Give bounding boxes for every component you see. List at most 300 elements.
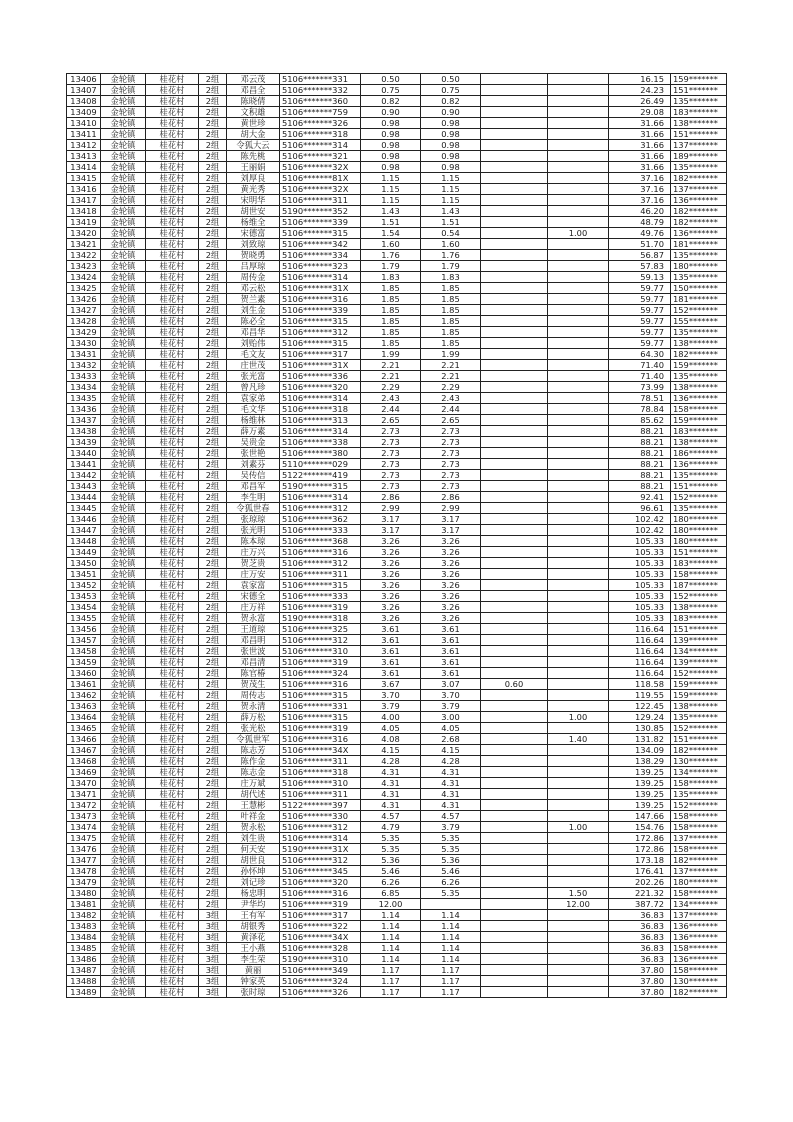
- cell-town: 金轮镇: [101, 844, 146, 855]
- cell-amount: 118.58: [609, 679, 671, 690]
- cell-record-id: 13481: [67, 899, 101, 910]
- cell-phone: 182*******: [671, 206, 727, 217]
- cell-area-total: 6.26: [361, 877, 421, 888]
- cell-id-card: 5106*******336: [280, 371, 361, 382]
- cell-area-a: 5.36: [421, 855, 481, 866]
- table-row: [67, 217, 727, 228]
- cell-village: 桂花村: [146, 602, 199, 613]
- cell-town: 金轮镇: [101, 162, 146, 173]
- cell-area-total: 1.85: [361, 294, 421, 305]
- cell-area-a: 4.15: [421, 745, 481, 756]
- cell-record-id: 13419: [67, 217, 101, 228]
- cell-phone: 136*******: [671, 228, 727, 239]
- cell-area-b: [481, 899, 548, 910]
- cell-amount: 36.83: [609, 910, 671, 921]
- cell-area-total: 1.15: [361, 173, 421, 184]
- cell-id-card: 5106*******325: [280, 624, 361, 635]
- table-row: [67, 503, 727, 514]
- cell-id-card: 5106*******316: [280, 734, 361, 745]
- cell-group: 2组: [199, 833, 227, 844]
- cell-town: 金轮镇: [101, 580, 146, 591]
- cell-amount: 31.66: [609, 151, 671, 162]
- cell-area-b: [481, 492, 548, 503]
- cell-name: 邓昌军: [227, 481, 280, 492]
- cell-area-a: 3.61: [421, 635, 481, 646]
- cell-village: 桂花村: [146, 822, 199, 833]
- cell-area-c: [548, 415, 609, 426]
- cell-record-id: 13430: [67, 338, 101, 349]
- table-row: [67, 173, 727, 184]
- cell-record-id: 13463: [67, 701, 101, 712]
- cell-amount: 49.76: [609, 228, 671, 239]
- cell-village: 桂花村: [146, 437, 199, 448]
- cell-name: 宋德富: [227, 228, 280, 239]
- cell-id-card: 5190*******31X: [280, 844, 361, 855]
- cell-id-card: 5106*******319: [280, 657, 361, 668]
- cell-village: 桂花村: [146, 899, 199, 910]
- cell-area-total: 3.26: [361, 602, 421, 613]
- cell-village: 桂花村: [146, 426, 199, 437]
- cell-area-b: [481, 624, 548, 635]
- cell-phone: 135*******: [671, 96, 727, 107]
- cell-area-b: [481, 470, 548, 481]
- cell-name: 王慧彬: [227, 800, 280, 811]
- cell-name: 文积雄: [227, 107, 280, 118]
- cell-area-b: [481, 734, 548, 745]
- cell-area-b: [481, 822, 548, 833]
- cell-area-a: 3.61: [421, 657, 481, 668]
- cell-group: 2组: [199, 789, 227, 800]
- cell-phone: 152*******: [671, 800, 727, 811]
- cell-record-id: 13444: [67, 492, 101, 503]
- cell-area-total: 5.46: [361, 866, 421, 877]
- cell-town: 金轮镇: [101, 723, 146, 734]
- table-row: [67, 140, 727, 151]
- table-row: [67, 965, 727, 976]
- cell-id-card: 5106*******310: [280, 646, 361, 657]
- cell-amount: 105.33: [609, 536, 671, 547]
- cell-phone: 180*******: [671, 536, 727, 547]
- cell-area-c: [548, 558, 609, 569]
- cell-name: 庄万斌: [227, 778, 280, 789]
- cell-area-c: [548, 976, 609, 987]
- table-row: [67, 151, 727, 162]
- cell-area-c: [548, 657, 609, 668]
- cell-amount: 134.09: [609, 745, 671, 756]
- cell-amount: 139.25: [609, 767, 671, 778]
- cell-village: 桂花村: [146, 591, 199, 602]
- cell-town: 金轮镇: [101, 602, 146, 613]
- cell-phone: 182*******: [671, 855, 727, 866]
- cell-area-total: 0.98: [361, 140, 421, 151]
- cell-town: 金轮镇: [101, 690, 146, 701]
- cell-phone: 151*******: [671, 85, 727, 96]
- cell-town: 金轮镇: [101, 734, 146, 745]
- table-row: [67, 162, 727, 173]
- cell-name: 陈志芳: [227, 745, 280, 756]
- cell-village: 桂花村: [146, 173, 199, 184]
- cell-group: 2组: [199, 800, 227, 811]
- cell-area-c: [548, 272, 609, 283]
- cell-name: 庄万兴: [227, 547, 280, 558]
- cell-area-b: [481, 888, 548, 899]
- cell-phone: 182*******: [671, 745, 727, 756]
- cell-area-a: 2.73: [421, 470, 481, 481]
- cell-area-c: [548, 470, 609, 481]
- cell-town: 金轮镇: [101, 822, 146, 833]
- table-row: [67, 888, 727, 899]
- cell-group: 2组: [199, 140, 227, 151]
- cell-area-a: 2.73: [421, 459, 481, 470]
- cell-village: 桂花村: [146, 74, 199, 85]
- cell-id-card: 5190*******352: [280, 206, 361, 217]
- cell-area-a: 2.65: [421, 415, 481, 426]
- cell-area-total: 2.73: [361, 470, 421, 481]
- cell-area-c: [548, 921, 609, 932]
- cell-amount: 105.33: [609, 602, 671, 613]
- cell-group: 2组: [199, 657, 227, 668]
- cell-group: 2组: [199, 503, 227, 514]
- cell-record-id: 13423: [67, 261, 101, 272]
- cell-area-c: [548, 591, 609, 602]
- cell-area-c: [548, 184, 609, 195]
- cell-area-a: 3.00: [421, 712, 481, 723]
- cell-id-card: 5106*******317: [280, 349, 361, 360]
- table-row: [67, 492, 727, 503]
- cell-amount: 36.83: [609, 932, 671, 943]
- cell-town: 金轮镇: [101, 943, 146, 954]
- cell-name: 胡世良: [227, 855, 280, 866]
- cell-area-a: 5.46: [421, 866, 481, 877]
- cell-village: 桂花村: [146, 613, 199, 624]
- cell-village: 桂花村: [146, 965, 199, 976]
- cell-area-b: [481, 382, 548, 393]
- cell-area-total: 3.61: [361, 668, 421, 679]
- cell-village: 桂花村: [146, 272, 199, 283]
- cell-id-card: 5106*******311: [280, 195, 361, 206]
- cell-name: 张光富: [227, 371, 280, 382]
- table-row: [67, 536, 727, 547]
- cell-name: 贺芝贵: [227, 558, 280, 569]
- cell-group: 2组: [199, 250, 227, 261]
- cell-area-b: [481, 305, 548, 316]
- cell-amount: 147.66: [609, 811, 671, 822]
- cell-area-c: 1.50: [548, 888, 609, 899]
- cell-name: 贺茂生: [227, 679, 280, 690]
- cell-record-id: 13474: [67, 822, 101, 833]
- cell-area-a: 3.26: [421, 613, 481, 624]
- cell-phone: 137*******: [671, 833, 727, 844]
- cell-amount: 122.45: [609, 701, 671, 712]
- cell-phone: 138*******: [671, 437, 727, 448]
- cell-group: 2组: [199, 745, 227, 756]
- table-row: [67, 404, 727, 415]
- cell-id-card: 5106*******314: [280, 140, 361, 151]
- cell-town: 金轮镇: [101, 239, 146, 250]
- cell-id-card: 5106*******322: [280, 921, 361, 932]
- cell-group: 2组: [199, 569, 227, 580]
- cell-area-total: 4.05: [361, 723, 421, 734]
- cell-id-card: 5106*******31X: [280, 283, 361, 294]
- cell-phone: 181*******: [671, 239, 727, 250]
- cell-phone: 158*******: [671, 822, 727, 833]
- cell-id-card: 5106*******317: [280, 910, 361, 921]
- cell-area-a: 1.15: [421, 173, 481, 184]
- cell-town: 金轮镇: [101, 646, 146, 657]
- cell-record-id: 13407: [67, 85, 101, 96]
- cell-group: 2组: [199, 668, 227, 679]
- cell-group: 2组: [199, 481, 227, 492]
- cell-record-id: 13437: [67, 415, 101, 426]
- cell-area-total: 1.17: [361, 987, 421, 998]
- table-row: [67, 481, 727, 492]
- table-row: [67, 657, 727, 668]
- cell-amount: 59.13: [609, 272, 671, 283]
- cell-area-b: [481, 85, 548, 96]
- cell-name: 张琼琼: [227, 514, 280, 525]
- cell-amount: 78.51: [609, 393, 671, 404]
- table-row: [67, 910, 727, 921]
- cell-phone: 138*******: [671, 118, 727, 129]
- cell-area-total: 1.85: [361, 283, 421, 294]
- cell-group: 2组: [199, 404, 227, 415]
- cell-village: 桂花村: [146, 558, 199, 569]
- cell-area-b: [481, 206, 548, 217]
- cell-phone: 135*******: [671, 250, 727, 261]
- cell-village: 桂花村: [146, 294, 199, 305]
- cell-town: 金轮镇: [101, 305, 146, 316]
- cell-area-c: [548, 767, 609, 778]
- cell-name: 曾凡珍: [227, 382, 280, 393]
- cell-area-b: [481, 525, 548, 536]
- cell-record-id: 13452: [67, 580, 101, 591]
- cell-area-b: [481, 195, 548, 206]
- cell-area-c: [548, 305, 609, 316]
- cell-area-a: 0.98: [421, 162, 481, 173]
- cell-group: 2组: [199, 184, 227, 195]
- cell-area-c: [548, 580, 609, 591]
- cell-id-card: 5106*******31X: [280, 360, 361, 371]
- cell-area-b: [481, 514, 548, 525]
- cell-area-a: 1.17: [421, 987, 481, 998]
- cell-amount: 119.55: [609, 690, 671, 701]
- cell-area-a: 1.85: [421, 294, 481, 305]
- cell-village: 桂花村: [146, 789, 199, 800]
- cell-town: 金轮镇: [101, 767, 146, 778]
- cell-amount: 36.83: [609, 921, 671, 932]
- cell-record-id: 13484: [67, 932, 101, 943]
- cell-name: 令狐世春: [227, 503, 280, 514]
- table-row: [67, 679, 727, 690]
- table-row: [67, 580, 727, 591]
- cell-amount: 221.32: [609, 888, 671, 899]
- cell-area-a: 3.26: [421, 580, 481, 591]
- cell-record-id: 13480: [67, 888, 101, 899]
- cell-amount: 116.64: [609, 624, 671, 635]
- cell-phone: 135*******: [671, 371, 727, 382]
- cell-id-card: 5122*******397: [280, 800, 361, 811]
- cell-area-c: [548, 965, 609, 976]
- cell-id-card: 5106*******316: [280, 888, 361, 899]
- cell-area-a: 4.28: [421, 756, 481, 767]
- cell-town: 金轮镇: [101, 547, 146, 558]
- cell-phone: 134*******: [671, 899, 727, 910]
- cell-record-id: 13432: [67, 360, 101, 371]
- cell-area-b: [481, 976, 548, 987]
- cell-town: 金轮镇: [101, 206, 146, 217]
- cell-village: 桂花村: [146, 712, 199, 723]
- table-row: [67, 899, 727, 910]
- table-row: [67, 129, 727, 140]
- cell-area-a: 2.21: [421, 371, 481, 382]
- cell-area-c: [548, 371, 609, 382]
- cell-phone: 136*******: [671, 459, 727, 470]
- cell-group: 2组: [199, 580, 227, 591]
- cell-area-total: 0.98: [361, 162, 421, 173]
- cell-group: 2组: [199, 767, 227, 778]
- cell-area-a: 2.21: [421, 360, 481, 371]
- cell-village: 桂花村: [146, 624, 199, 635]
- cell-id-card: 5106*******315: [280, 690, 361, 701]
- cell-village: 桂花村: [146, 734, 199, 745]
- cell-area-a: 2.73: [421, 426, 481, 437]
- cell-id-card: 5106*******315: [280, 228, 361, 239]
- cell-name: 陈先桃: [227, 151, 280, 162]
- cell-area-b: [481, 283, 548, 294]
- cell-phone: 130*******: [671, 976, 727, 987]
- cell-id-card: 5106*******318: [280, 767, 361, 778]
- cell-record-id: 13464: [67, 712, 101, 723]
- cell-group: 2组: [199, 360, 227, 371]
- cell-area-c: [548, 932, 609, 943]
- cell-record-id: 13434: [67, 382, 101, 393]
- cell-area-total: 0.90: [361, 107, 421, 118]
- cell-group: 3组: [199, 921, 227, 932]
- cell-id-card: 5106*******315: [280, 580, 361, 591]
- cell-area-total: 4.28: [361, 756, 421, 767]
- cell-group: 2组: [199, 294, 227, 305]
- cell-area-a: 0.98: [421, 140, 481, 151]
- cell-group: 2组: [199, 822, 227, 833]
- cell-name: 邓昌明: [227, 635, 280, 646]
- cell-group: 2组: [199, 426, 227, 437]
- cell-name: 尹华均: [227, 899, 280, 910]
- cell-group: 2组: [199, 602, 227, 613]
- cell-record-id: 13453: [67, 591, 101, 602]
- cell-area-total: 2.21: [361, 360, 421, 371]
- cell-record-id: 13465: [67, 723, 101, 734]
- cell-area-total: 4.57: [361, 811, 421, 822]
- cell-area-a: 0.90: [421, 107, 481, 118]
- cell-town: 金轮镇: [101, 525, 146, 536]
- cell-town: 金轮镇: [101, 151, 146, 162]
- cell-area-c: [548, 338, 609, 349]
- cell-amount: 36.83: [609, 954, 671, 965]
- table-row: [67, 250, 727, 261]
- cell-group: 2组: [199, 74, 227, 85]
- cell-town: 金轮镇: [101, 272, 146, 283]
- cell-area-b: [481, 723, 548, 734]
- cell-area-total: 3.26: [361, 613, 421, 624]
- cell-area-a: 3.61: [421, 668, 481, 679]
- cell-group: 2组: [199, 646, 227, 657]
- cell-name: 吴贵金: [227, 437, 280, 448]
- cell-name: 刘生贵: [227, 833, 280, 844]
- cell-village: 桂花村: [146, 316, 199, 327]
- cell-village: 桂花村: [146, 547, 199, 558]
- cell-area-c: [548, 811, 609, 822]
- cell-area-c: [548, 745, 609, 756]
- cell-amount: 37.80: [609, 976, 671, 987]
- cell-area-a: 4.31: [421, 789, 481, 800]
- cell-area-c: [548, 151, 609, 162]
- cell-id-card: 5106*******312: [280, 558, 361, 569]
- cell-phone: 186*******: [671, 448, 727, 459]
- cell-id-card: 5106*******333: [280, 591, 361, 602]
- cell-area-c: [548, 459, 609, 470]
- cell-town: 金轮镇: [101, 437, 146, 448]
- cell-village: 桂花村: [146, 228, 199, 239]
- cell-area-c: 1.00: [548, 822, 609, 833]
- data-table: [66, 73, 727, 998]
- cell-village: 桂花村: [146, 283, 199, 294]
- cell-phone: 182*******: [671, 217, 727, 228]
- cell-amount: 102.42: [609, 514, 671, 525]
- cell-area-total: 2.86: [361, 492, 421, 503]
- cell-amount: 102.42: [609, 525, 671, 536]
- table-row: [67, 778, 727, 789]
- cell-area-total: 5.35: [361, 833, 421, 844]
- cell-town: 金轮镇: [101, 195, 146, 206]
- cell-area-a: 0.50: [421, 74, 481, 85]
- cell-area-a: 4.05: [421, 723, 481, 734]
- cell-area-b: [481, 965, 548, 976]
- cell-town: 金轮镇: [101, 228, 146, 239]
- cell-name: 刘生金: [227, 305, 280, 316]
- cell-area-total: 2.43: [361, 393, 421, 404]
- cell-name: 孙怀坤: [227, 866, 280, 877]
- cell-record-id: 13454: [67, 602, 101, 613]
- cell-area-b: [481, 778, 548, 789]
- cell-area-a: 1.99: [421, 349, 481, 360]
- cell-amount: 26.49: [609, 96, 671, 107]
- cell-town: 金轮镇: [101, 657, 146, 668]
- cell-id-card: 5106*******759: [280, 107, 361, 118]
- cell-amount: 46.20: [609, 206, 671, 217]
- cell-record-id: 13448: [67, 536, 101, 547]
- cell-area-a: 1.43: [421, 206, 481, 217]
- cell-group: 2组: [199, 547, 227, 558]
- cell-area-b: [481, 371, 548, 382]
- cell-area-c: [548, 437, 609, 448]
- cell-phone: 150*******: [671, 283, 727, 294]
- table-row: [67, 382, 727, 393]
- cell-town: 金轮镇: [101, 349, 146, 360]
- cell-area-total: 3.61: [361, 657, 421, 668]
- cell-town: 金轮镇: [101, 888, 146, 899]
- cell-name: 张时琼: [227, 987, 280, 998]
- cell-phone: 137*******: [671, 140, 727, 151]
- cell-name: 邓昌华: [227, 327, 280, 338]
- cell-name: 黄光秀: [227, 184, 280, 195]
- table-row: [67, 118, 727, 129]
- cell-id-card: 5106*******339: [280, 217, 361, 228]
- cell-amount: 105.33: [609, 558, 671, 569]
- cell-id-card: 5106*******315: [280, 316, 361, 327]
- table-row: [67, 514, 727, 525]
- cell-id-card: 5106*******345: [280, 866, 361, 877]
- cell-area-c: [548, 162, 609, 173]
